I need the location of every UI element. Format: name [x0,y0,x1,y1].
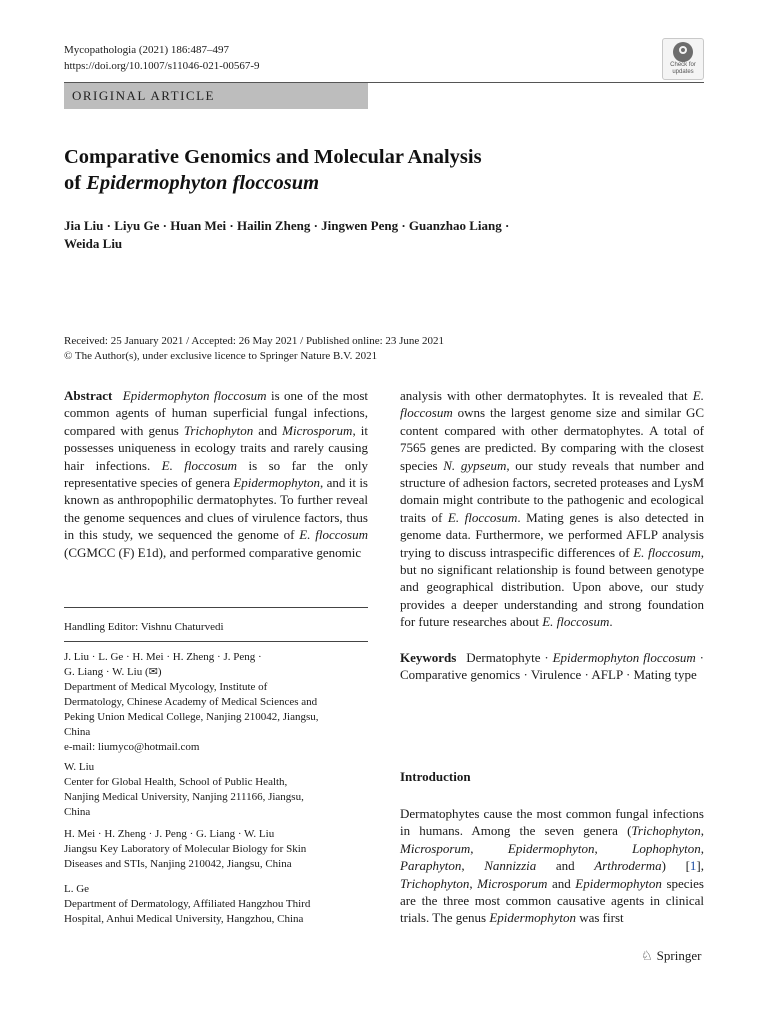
dates-line: Received: 25 January 2021 / Accepted: 26 May 2021 / Published online: 23 June 2021 [64,335,445,347]
affiliation-1: J. Liu · L. Ge · H. Mei · H. Zheng · J. Peng · G. Liang · W. Liu (✉) Department of Medical Mycology, Institute of Dermatology, Chinese Academy of Medical Sciences and Peking Union Medical College, Nanjing 210042, Jiangsu, China e-mail: liumyco@hotmail.com [64,650,368,755]
authors-line-1: Jia Liu · Liyu Ge · Huan Mei · Hailin Zheng · Jingwen Peng · Guanzhao Liang · [64,218,510,233]
author-list [64,217,684,253]
article-title [64,144,624,196]
abstract-continued: analysis with other dermatophytes. It is revealed that E. floccosum owns the largest genome size and similar GC content compared with other dermatophytes. A total of 7565 genes are predicted. By comparing with the closest species N. gypseum, our study reveals that number and structure of adhesion factors, secreted proteases and LysM domain might contribute to the pathogenic and ecological traits of E. floccosum. Mating genes is also detected in genome data. Furthermore, we performed AFLP analysis trying to discuss intraspecific differences of E. floccosum, but no significant relationship is found between genotype and geographical distribution. Upon above, our study provides a deeper understanding and strong foundation for future researches about E. floccosum. [400,388,705,630]
springer-horse-icon: ♘ [641,949,653,964]
doi-link[interactable]: https://doi.org/10.1007/s11046-021-00567-9 [64,60,260,72]
authors-line-2: Weida Liu [64,236,123,251]
article-type-label: ORIGINAL ARTICLE [72,88,215,103]
footnote-rule [64,607,368,608]
copyright-line: © The Author(s), under exclusive licence to Springer Nature B.V. 2021 [64,350,378,362]
publication-dates [64,334,704,364]
affiliation-4: L. Ge Department of Dermatology, Affiliated Hangzhou Third Hospital, Anhui Medical University, Hangzhou, China [64,883,311,925]
footnote-rule-2 [64,641,368,642]
email-link[interactable]: e-mail: liumyco@hotmail.com [64,741,200,753]
introduction-text: Dermatophytes cause the most common fungal infections in humans. Among the seven genera (Trichophyton, Microsporum, Epidermophyton, Lophophyton, Paraphyton, Nannizzia and Arthroderma) [1], Trichophyton, Microsporum and Epidermophyton species are the three most common causative agents in clinical trials. The genus Epidermophyton was first [400,806,705,926]
abstract-left [64,387,368,561]
abstract-text: Abstract Epidermophyton floccosum is one of the most common agents of human superficial fungal infections, compared with genus Trichophyton and Microsporum, it possesses uniqueness in ecology traits and rarely causing hair infections. E. floccosum is so far the only representative species of genera Epidermophyton, and it is known as anthropophilic dermatophytes. To further reveal the genome sequences and clues of virulence factors, thus in this study, we sequenced the genome of E. floccosum (CGMCC (F) E1d), and performed comparative genomic [64,388,368,560]
publisher-name: Springer [656,948,702,963]
article-type-banner [64,83,368,109]
affiliation-3: H. Mei · H. Zheng · J. Peng · G. Liang · W. Liu Jiangsu Key Laboratory of Molecular Biology for Skin Diseases and STIs, Nanjing 210042, Jiangsu, China [64,828,307,870]
journal-citation [64,42,260,74]
reference-link-1[interactable]: 1 [689,858,697,874]
handling-editor: Handling Editor: Vishnu Chaturvedi [64,621,224,633]
keywords-heading: Keywords [400,649,457,665]
badge-text-1: Check for [670,62,696,68]
title-line-2: of Epidermophyton floccosum [64,172,320,194]
abstract-heading: Abstract [64,388,113,403]
title-line-1: Comparative Genomics and Molecular Analysis [64,146,482,168]
introduction-heading: Introduction [400,769,471,784]
journal-line: Mycopathologia (2021) 186:487–497 [64,44,229,56]
abstract-right [400,387,704,684]
keywords: Keywords Dermatophyte · Epidermophyton floccosum · Comparative genomics · Virulence · AFLP · Mating type [400,649,704,683]
check-for-updates-badge[interactable] [662,38,704,80]
affiliation-2: W. Liu Center for Global Health, School of Public Health, Nanjing Medical University, Nanjing 211166, Jiangsu, China [64,761,304,818]
crossmark-icon [673,42,693,62]
badge-text-2: updates [672,69,694,75]
springer-logo [641,948,701,964]
